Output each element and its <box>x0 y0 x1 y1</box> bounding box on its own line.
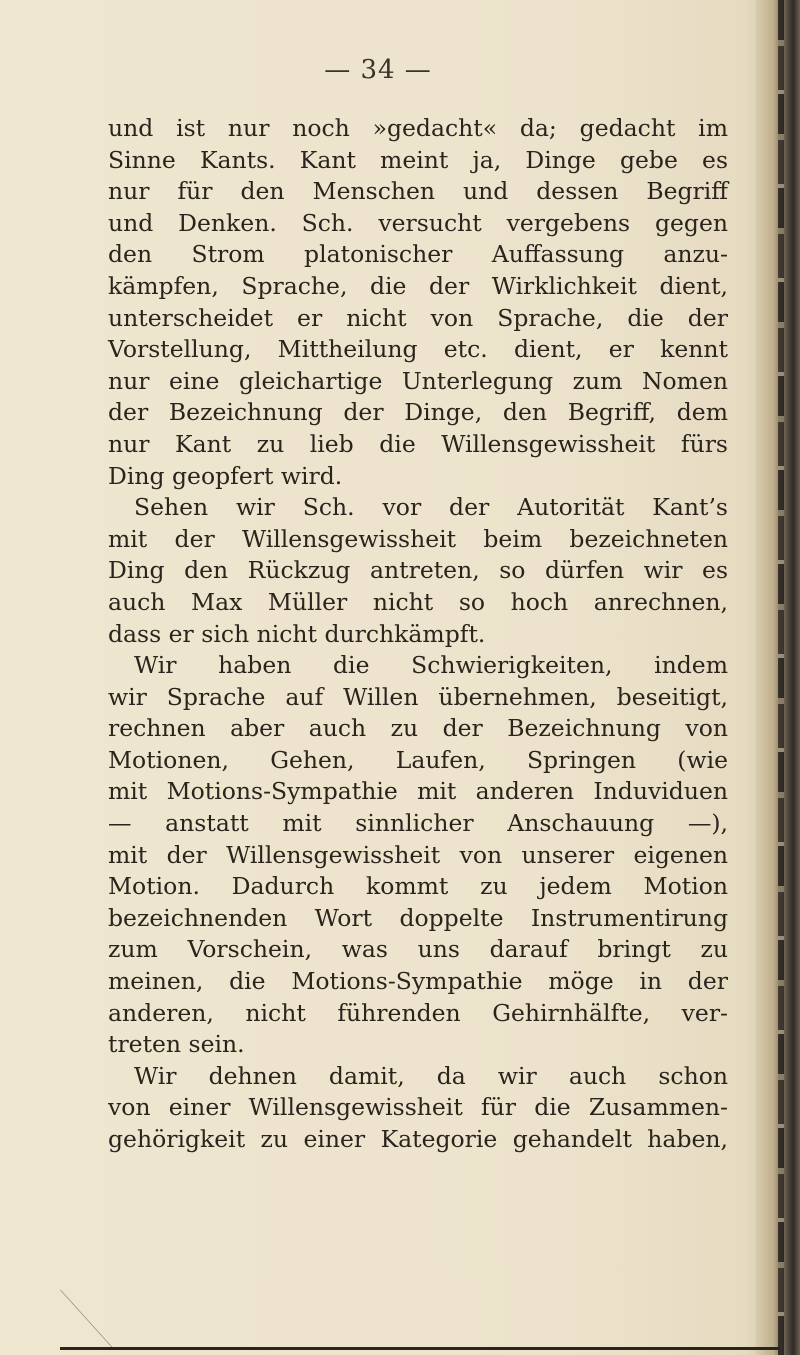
text-line: Motionen, Gehen, Laufen, Springen (wie <box>108 745 728 774</box>
text-line: anderen, nicht führenden Gehirnhälfte, ver- <box>108 998 728 1027</box>
text-line: — anstatt mit sinnlicher Anschauung —), <box>108 809 728 838</box>
text-line: Ding den Rückzug antreten, so dürfen wir es <box>108 556 728 585</box>
text-line: kämpfen, Sprache, die der Wirklichkeit dient, <box>108 271 728 300</box>
page-bottom-rule <box>60 1347 780 1350</box>
text-line: mit der Willensgewissheit von unserer eigenen <box>108 840 728 869</box>
book-binding-edge <box>756 0 800 1355</box>
text-line: auch Max Müller nicht so hoch anrechnen, <box>108 587 728 616</box>
text-line: und ist nur noch »gedacht« da; gedacht im <box>108 114 728 142</box>
text-line: den Strom platonischer Auffassung anzu- <box>108 240 728 269</box>
text-line: nur für den Menschen und dessen Begriff <box>108 177 728 206</box>
text-line: Wir dehnen damit, da wir auch schon <box>134 1061 728 1090</box>
page-corner-crease <box>0 1290 115 1350</box>
text-line: Sinne Kants. Kant meint ja, Dinge gebe es <box>108 145 728 174</box>
text-line: nur eine gleichartige Unterlegung zum Nomen <box>108 366 728 395</box>
page-number: — 34 — <box>324 55 432 85</box>
text-line: mit Motions-Sympathie mit anderen Induviduen <box>108 777 728 806</box>
text-line: zum Vorschein, was uns darauf bringt zu <box>108 935 728 964</box>
text-line: rechnen aber auch zu der Bezeichnung von <box>108 714 728 743</box>
text-line: dass er sich nicht durchkämpft. <box>108 619 486 648</box>
text-line: Sehen wir Sch. vor der Autorität Kant’s <box>134 493 728 522</box>
text-line: wir Sprache auf Willen übernehmen, beseitigt, <box>108 682 728 711</box>
text-line: treten sein. <box>108 1030 245 1059</box>
text-line: Vorstellung, Mittheilung etc. dient, er kennt <box>108 335 728 364</box>
text-line: nur Kant zu lieb die Willensgewissheit fürs <box>108 429 728 458</box>
body-text <box>108 113 728 1156</box>
text-line: Wir haben die Schwierigkeiten, indem <box>134 651 728 680</box>
text-line: Motion. Dadurch kommt zu jedem Motion <box>108 872 728 901</box>
text-line: und Denken. Sch. versucht vergebens gegen <box>108 208 728 237</box>
text-line: bezeichnenden Wort doppelte Instrumentirung <box>108 903 728 932</box>
text-line: mit der Willensgewissheit beim bezeichneten <box>108 524 728 553</box>
text-line: meinen, die Motions-Sympathie möge in der <box>108 967 728 996</box>
text-line: der Bezeichnung der Dinge, den Begriff, dem <box>108 398 728 427</box>
text-line: von einer Willensgewissheit für die Zusammen- <box>108 1093 728 1122</box>
text-line: unterscheidet er nicht von Sprache, die der <box>108 303 728 332</box>
text-line: Ding geopfert wird. <box>108 461 343 490</box>
text-line: gehörigkeit zu einer Kategorie gehandelt haben, <box>108 1125 728 1153</box>
